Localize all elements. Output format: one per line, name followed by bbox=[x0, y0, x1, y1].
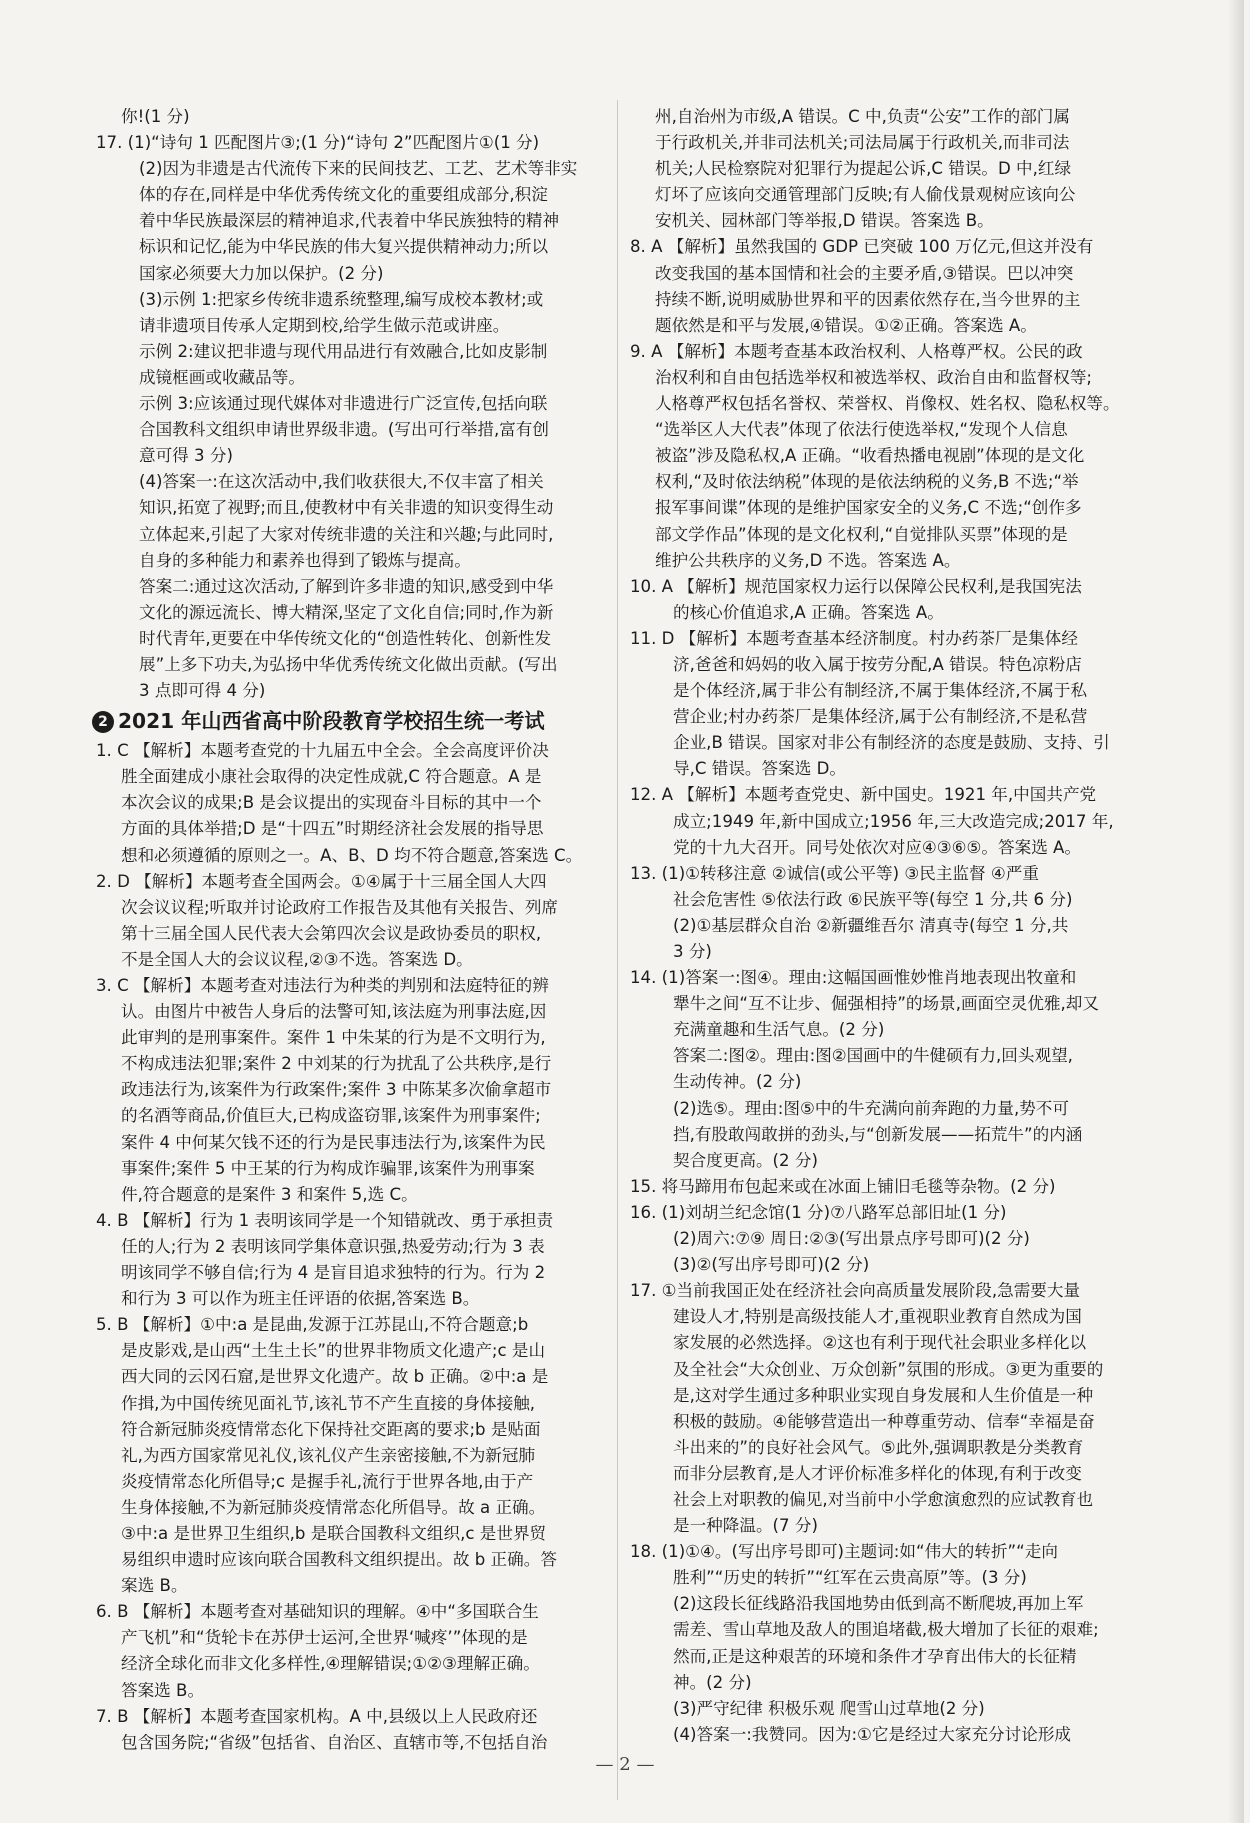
text-line: 维护公共秩序的义务,D 不选。答案选 A。 bbox=[655, 550, 961, 570]
text-line: 生身体接触,不为新冠肺炎疫情常态化所倡导。故 a 正确。 bbox=[121, 1497, 546, 1517]
text-line: 答案二:图②。理由:图②国画中的牛健硕有力,回头观望, bbox=[673, 1046, 1073, 1066]
text-line: (4)答案一:在这次活动中,我们收获很大,不仅丰富了相关 bbox=[139, 472, 544, 492]
text-line: 本次会议的成果;B 是会议提出的实现奋斗目标的其中一个 bbox=[121, 793, 542, 813]
text-line: 1. C 【解析】本题考查党的十九届五中全会。全会高度评价决 bbox=[96, 741, 549, 761]
text-line: 及全社会“大众创业、万众创新”氛围的形成。③更为重要的 bbox=[673, 1359, 1104, 1379]
text-line: 犟牛之间“互不让步、倔强相持”的场景,画面空灵优雅,却又 bbox=[673, 994, 1099, 1014]
left-block-1 bbox=[96, 104, 620, 704]
text-line: 神。(2 分) bbox=[673, 1672, 752, 1692]
text-line: 案选 B。 bbox=[121, 1576, 188, 1596]
text-line: 18. (1)①④。(写出序号即可)主题词:如“伟大的转折”“走向 bbox=[630, 1542, 1058, 1562]
text-line: 改变我国的基本国情和社会的主要矛盾,③错误。巴以冲突 bbox=[655, 263, 1074, 283]
text-line: 方面的具体举措;D 是“十四五”时期经济社会发展的指导思 bbox=[121, 819, 544, 839]
text-line: 3 分) bbox=[673, 942, 712, 961]
page-edge-shadow bbox=[1228, 0, 1244, 1823]
text-line: 人格尊严权包括名誉权、荣誉权、肖像权、姓名权、隐私权等。 bbox=[655, 394, 1120, 414]
text-line: 符合新冠肺炎疫情常态化下保持社交距离的要求;b 是贴面 bbox=[121, 1419, 541, 1439]
text-line: (3)示例 1:把家乡传统非遗系统整理,编写成校本教材;或 bbox=[139, 289, 544, 309]
text-line: 充满童趣和生活气息。(2 分) bbox=[673, 1020, 885, 1040]
text-line: 意可得 3 分) bbox=[139, 446, 233, 466]
text-line: 着中华民族最深层的精神追求,代表着中华民族独特的精神 bbox=[139, 211, 560, 231]
text-line: 认。由图片中被告人身后的法警可知,该法庭为刑事法庭,因 bbox=[121, 1002, 547, 1022]
section-number-badge: 2 bbox=[92, 711, 114, 733]
text-line: 而非分层教育,是人才评价标准多样化的体现,有利于改变 bbox=[673, 1463, 1082, 1483]
text-line: 明该同学不够自信;行为 4 是盲目追求独特的行为。行为 2 bbox=[121, 1263, 546, 1283]
section-heading bbox=[92, 706, 620, 737]
text-line: 安机关、园林部门等举报,D 错误。答案选 B。 bbox=[655, 211, 994, 231]
text-line: 济,爸爸和妈妈的收入属于按劳分配,A 错误。特色凉粉店 bbox=[673, 654, 1082, 674]
text-line: 成镜框画或收藏品等。 bbox=[139, 367, 305, 387]
page-number: — 2 — bbox=[595, 1754, 655, 1775]
text-line: 事案件;案件 5 中王某的行为构成诈骗罪,该案件为刑事案 bbox=[121, 1158, 535, 1178]
text-line: (2)选⑤。理由:图⑤中的牛充满向前奔跑的力量,势不可 bbox=[673, 1098, 1069, 1118]
text-line: 答案二:通过这次活动,了解到许多非遗的知识,感受到中华 bbox=[139, 576, 554, 596]
text-line: (4)答案一:我赞同。因为:①它是经过大家充分讨论形成 bbox=[673, 1724, 1072, 1744]
text-line: 4. B 【解析】行为 1 表明该同学是一个知错就改、勇于承担责 bbox=[96, 1210, 554, 1230]
text-line: 2. D 【解析】本题考查全国两会。①④属于十三届全国人大四 bbox=[96, 871, 547, 891]
text-line: 答案选 B。 bbox=[121, 1680, 205, 1700]
text-line: 题依然是和平与发展,④错误。①②正确。答案选 A。 bbox=[655, 315, 1037, 335]
text-line: 立体起来,引起了大家对传统非遗的关注和兴趣;与此同时, bbox=[139, 524, 554, 544]
text-line: 的核心价值追求,A 正确。答案选 A。 bbox=[673, 602, 944, 622]
text-line: 包含国务院;“省级”包括省、自治区、直辖市等,不包括自治 bbox=[121, 1732, 548, 1752]
text-line: 斗出来的”的良好社会风气。⑤此外,强调职教是分类教育 bbox=[673, 1437, 1084, 1457]
text-line: 政违法行为,该案件为行政案件;案件 3 中陈某多次偷拿超市 bbox=[121, 1080, 552, 1100]
text-line: 建设人才,特别是高级技能人才,重视职业教育自然成为国 bbox=[673, 1307, 1082, 1327]
text-line: 17. ①当前我国正处在经济社会向高质量发展阶段,急需要大量 bbox=[630, 1281, 1081, 1301]
text-line: 第十三届全国人民代表大会第四次会议是政协委员的职权, bbox=[121, 923, 542, 943]
section-title: 2021 年山西省高中阶段教育学校招生统一考试 bbox=[118, 709, 545, 734]
text-line: 报军事间谍”体现的是维护国家安全的义务,C 不选;“创作多 bbox=[655, 498, 1082, 518]
text-line: 被盗”涉及隐私权,A 正确。“收看热播电视剧”体现的是文化 bbox=[655, 446, 1085, 466]
text-line: 持续不断,说明威胁世界和平的因素依然存在,当今世界的主 bbox=[655, 289, 1081, 309]
text-line: (2)因为非遗是古代流传下来的民间技艺、工艺、艺术等非实 bbox=[139, 159, 578, 179]
text-line: 挡,有股敢闯敢拼的劲头,与“创新发展——拓荒牛”的内涵 bbox=[673, 1124, 1083, 1144]
text-line: 是,这对学生通过多种职业实现自身发展和人生价值是一种 bbox=[673, 1385, 1094, 1405]
text-line: 机关;人民检察院对犯罪行为提起公诉,C 错误。D 中,红绿 bbox=[655, 159, 1072, 179]
text-line: 是一种降温。(7 分) bbox=[673, 1516, 818, 1536]
text-line: 营企业;村办药茶厂是集体经济,属于公有制经济,不是私营 bbox=[673, 707, 1088, 727]
text-line: (3)严守纪律 积极乐观 爬雪山过草地(2 分) bbox=[673, 1698, 985, 1718]
text-line: 胜全面建成小康社会取得的决定性成就,C 符合题意。A 是 bbox=[121, 767, 542, 787]
text-line: 体的存在,同样是中华优秀传统文化的重要组成部分,积淀 bbox=[139, 185, 548, 205]
text-line: 此审判的是刑事案件。案件 1 中朱某的行为是不文明行为, bbox=[121, 1028, 546, 1048]
text-line: 案件 4 中何某欠钱不还的行为是民事违法行为,该案件为民 bbox=[121, 1132, 546, 1152]
right-column bbox=[630, 104, 1154, 1748]
text-line: 展”上多下功夫,为弘扬中华优秀传统文化做出贡献。(写出 bbox=[139, 654, 558, 674]
text-line: 的名酒等商品,价值巨大,已构成盗窃罪,该案件为刑事案件; bbox=[121, 1106, 541, 1126]
text-line: 14. (1)答案一:图④。理由:这幅国画惟妙惟肖地表现出牧童和 bbox=[630, 968, 1077, 988]
text-line: 产飞机”和“货轮卡在苏伊士运河,全世界‘喊疼’”体现的是 bbox=[121, 1628, 528, 1648]
text-line: 部文学作品”体现的是文化权利,“自觉排队买票”体现的是 bbox=[655, 524, 1068, 544]
text-line: 5. B 【解析】①中:a 是昆曲,发源于江苏昆山,不符合题意;b bbox=[96, 1315, 529, 1335]
text-line: 家发展的必然选择。②这也有利于现代社会职业多样化以 bbox=[673, 1333, 1087, 1353]
text-line: 8. A 【解析】虽然我国的 GDP 已突破 100 万亿元,但这并没有 bbox=[630, 237, 1094, 257]
text-line: 16. (1)刘胡兰纪念馆(1 分)⑦八路军总部旧址(1 分) bbox=[630, 1202, 1007, 1222]
text-line: 任的人;行为 2 表明该同学集体意识强,热爱劳动;行为 3 表 bbox=[121, 1236, 545, 1256]
text-line: 知识,拓宽了视野;而且,使教材中有关非遗的知识变得生动 bbox=[139, 498, 554, 518]
text-line: 企业,B 错误。国家对非公有制经济的态度是鼓励、支持、引 bbox=[673, 733, 1110, 753]
text-line: 炎疫情常态化所倡导;c 是握手礼,流行于世界各地,由于产 bbox=[121, 1471, 534, 1491]
text-line: 于行政机关,并非司法机关;司法局属于行政机关,而非司法 bbox=[655, 133, 1070, 153]
text-line: 然而,正是这种艰苦的环境和条件才孕育出伟大的长征精 bbox=[673, 1646, 1077, 1666]
text-line: 导,C 错误。答案选 D。 bbox=[673, 759, 846, 779]
text-line: 成立;1949 年,新中国成立;1956 年,三大改造完成;2017 年, bbox=[673, 811, 1114, 831]
text-line: 灯坏了应该向交通管理部门反映;有人偷伐景观树应该向公 bbox=[655, 185, 1076, 205]
text-line: 10. A 【解析】规范国家权力运行以保障公民权利,是我国宪法 bbox=[630, 576, 1082, 596]
text-line: 你!(1 分) bbox=[121, 107, 190, 126]
text-line: 易组织申遗时应该向联合国教科文组织提出。故 b 正确。答 bbox=[121, 1550, 557, 1570]
text-line: 治权利和自由包括选举权和被选举权、政治自由和监督权等; bbox=[655, 367, 1093, 387]
text-line: 3. C 【解析】本题考查对违法行为种类的判别和法庭特征的辨 bbox=[96, 976, 549, 995]
text-line: 礼,为西方国家常见礼仪,该礼仪产生亲密接触,不为新冠肺 bbox=[121, 1445, 536, 1465]
text-line: 党的十九大召开。同号处依次对应④③⑥⑤。答案选 A。 bbox=[673, 837, 1082, 857]
text-line: 积极的鼓励。④能够营造出一种尊重劳动、信奉“幸福是奋 bbox=[673, 1411, 1095, 1431]
text-line: 和行为 3 可以作为班主任评语的依据,答案选 B。 bbox=[121, 1289, 480, 1309]
text-line: 13. (1)①转移注意 ②诚信(或公平等) ③民主监督 ④严重 bbox=[630, 863, 1039, 883]
text-line: “选举区人大代表”体现了依法行使选举权,“发现个人信息 bbox=[655, 420, 1068, 440]
text-line: 示例 2:建议把非遗与现代用品进行有效融合,比如皮影制 bbox=[139, 341, 548, 361]
text-line: 不构成违法犯罪;案件 2 中刘某的行为扰乱了公共秩序,是行 bbox=[121, 1054, 552, 1074]
text-line: (2)这段长征线路沿我国地势由低到高不断爬坡,再加上军 bbox=[673, 1594, 1084, 1614]
text-line: 标识和记忆,能为中华民族的伟大复兴提供精神动力;所以 bbox=[139, 237, 549, 257]
text-line: 次会议议程;听取并讨论政府工作报告及其他有关报告、列席 bbox=[121, 897, 559, 917]
text-line: ③中:a 是世界卫生组织,b 是联合国教科文组织,c 是世界贸 bbox=[121, 1523, 547, 1543]
text-line: 经济全球化而非文化多样性,④理解错误;①②③理解正确。 bbox=[121, 1654, 540, 1674]
text-line: 合国教科文组织申请世界级非遗。(写出可行举措,富有创 bbox=[139, 420, 549, 440]
text-line: 请非遗项目传承人定期到校,给学生做示范或讲座。 bbox=[139, 315, 510, 335]
text-line: 12. A 【解析】本题考查党史、新中国史。1921 年,中国共产党 bbox=[630, 785, 1097, 805]
text-line: 时代青年,更要在中华传统文化的“创造性转化、创新性发 bbox=[139, 628, 552, 648]
text-line: 西大同的云冈石窟,是世界文化遗产。故 b 正确。②中:a 是 bbox=[121, 1367, 549, 1387]
text-line: (2)周六:⑦⑨ 周日:②③(写出景点序号即可)(2 分) bbox=[673, 1229, 1030, 1249]
text-line: 9. A 【解析】本题考查基本政治权利、人格尊严权。公民的政 bbox=[630, 341, 1083, 361]
text-line: 6. B 【解析】本题考查对基础知识的理解。④中“多国联合生 bbox=[96, 1602, 539, 1622]
text-line: (2)①基层群众自治 ②新疆维吾尔 清真寺(每空 1 分,共 bbox=[673, 915, 1069, 935]
text-line: 作揖,为中国传统见面礼节,该礼节不产生直接的身体接触, bbox=[121, 1393, 536, 1413]
text-line: 件,符合题意的是案件 3 和案件 5,选 C。 bbox=[121, 1184, 418, 1204]
text-line: 生动传神。(2 分) bbox=[673, 1072, 802, 1092]
text-line: 想和必须遵循的原则之一。A、B、D 均不符合题意,答案选 C。 bbox=[121, 845, 583, 865]
text-line: 15. 将马蹄用布包起来或在冰面上铺旧毛毯等杂物。(2 分) bbox=[630, 1176, 1056, 1196]
text-line: 3 点即可得 4 分) bbox=[139, 681, 266, 701]
text-line: 胜利”“历史的转折”“红军在云贵高原”等。(3 分) bbox=[673, 1568, 1027, 1588]
text-line: 文化的源远流长、博大精深,坚定了文化自信;同时,作为新 bbox=[139, 602, 554, 622]
text-line: 示例 3:应该通过现代媒体对非遗进行广泛宣传,包括向联 bbox=[139, 394, 548, 414]
left-block-2 bbox=[96, 738, 620, 1756]
column-divider bbox=[617, 100, 618, 1800]
text-line: 需差、雪山草地及敌人的围追堵截,极大增加了长征的艰难; bbox=[673, 1620, 1099, 1640]
text-line: 权利,“及时依法纳税”体现的是依法纳税的义务,B 不选;“举 bbox=[655, 472, 1079, 492]
text-line: 国家必须要大力加以保护。(2 分) bbox=[139, 263, 384, 283]
text-line: 自身的多种能力和素养也得到了锻炼与提高。 bbox=[139, 550, 471, 570]
text-line: 17. (1)“诗句 1 匹配图片③;(1 分)“诗句 2”匹配图片①(1 分) bbox=[96, 133, 540, 153]
text-line: 11. D 【解析】本题考查基本经济制度。村办药茶厂是集体经 bbox=[630, 628, 1078, 648]
text-line: 不是全国人大的会议议程,②③不选。答案选 D。 bbox=[121, 949, 473, 969]
text-line: 7. B 【解析】本题考查国家机构。A 中,县级以上人民政府还 bbox=[96, 1706, 538, 1726]
text-line: 社会危害性 ⑤依法行政 ⑥民族平等(每空 1 分,共 6 分) bbox=[673, 889, 1073, 909]
text-line: 社会上对职教的偏见,对当前中小学愈演愈烈的应试教育也 bbox=[673, 1489, 1094, 1509]
text-line: 是个体经济,属于非公有制经济,不属于集体经济,不属于私 bbox=[673, 681, 1088, 701]
left-column bbox=[96, 104, 620, 1756]
text-line: 契合度更高。(2 分) bbox=[673, 1150, 818, 1170]
text-line: (3)②(写出序号即可)(2 分) bbox=[673, 1255, 870, 1275]
text-line: 州,自治州为市级,A 错误。C 中,负责“公安”工作的部门属 bbox=[655, 107, 1070, 126]
text-line: 是皮影戏,是山西“土生土长”的世界非物质文化遗产;c 是山 bbox=[121, 1341, 546, 1361]
